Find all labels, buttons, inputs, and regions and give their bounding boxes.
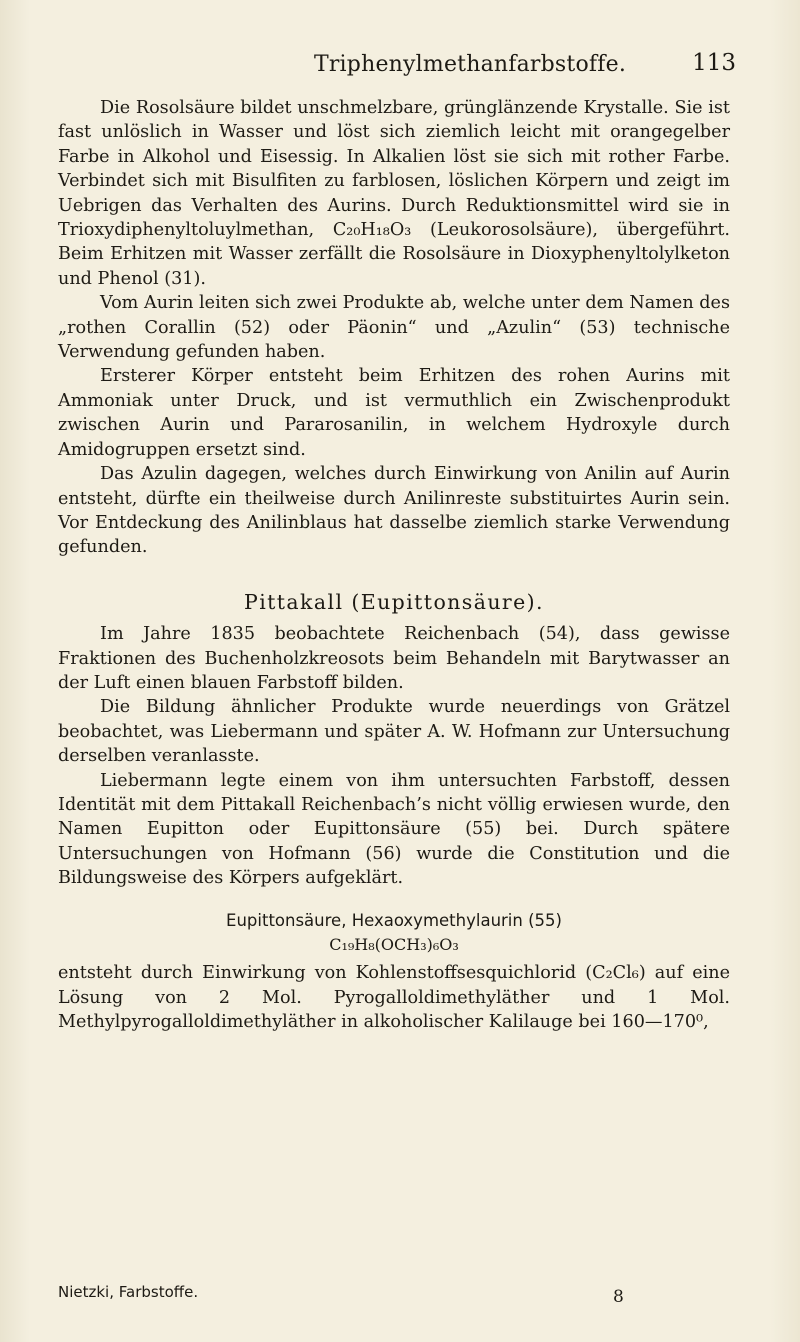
paragraph-graetzel: Die Bildung ähnlicher Produkte wurde neuerdings von Grätzel beobachtet, was Liebermann und später A. W. Hofmann zur Untersuchung derselben veranlasste. <box>58 697 730 767</box>
page-footer <box>58 1283 730 1307</box>
footer-author: Nietzki, Farbstoffe. <box>58 1283 199 1301</box>
paragraph-reichenbach: Im Jahre 1835 beobachtete Reichenbach (54), dass gewisse Fraktionen des Buchenholzkreosots beim Behandeln mit Barytwasser an der Luft einen blauen Farbstoff bilden. <box>58 624 730 693</box>
paragraph-corallin: Ersterer Körper entsteht beim Erhitzen des rohen Aurins mit Ammoniak unter Druck, und ist vermuthlich ein Zwischenprodukt zwischen Aurin und Pararosanilin, in welchem Hydroxyle durch Amidogruppen ersetzt sind. <box>58 366 730 460</box>
paragraph-rosolsaeure: Die Rosolsäure bildet unschmelzbare, grünglänzende Krystalle. Sie ist fast unlöslich in Wasser und löst sich ziemlich leicht mit orangegelber Farbe in Alkohol und Eisessig. In Alkalien löst sie sich mit rother Farbe. Verbindet sich mit Bisulfiten zu farblosen, löslichen Körpern und zeigt im Uebrigen das Verhalten des Aurins. Durch Reduktionsmittel wird sie in Trioxydiphenyltoluylmethan, C₂₀H₁₈O₃ (Leukorosolsäure), übergeführt. Beim Erhitzen mit Wasser zerfällt die Rosolsäure in Dioxyphenyltolylketon und Phenol (31). <box>58 98 730 289</box>
section-heading: Pittakall (Eupittonsäure). <box>244 589 544 614</box>
paragraph-azulin: Das Azulin dagegen, welches durch Einwirkung von Anilin auf Aurin entsteht, dürfte ein theilweise durch Anilinreste substituirtes Aurin sein. Vor Entdeckung des Anilinblaus hat dasselbe ziemlich starke Verwendung gefunden. <box>58 464 730 558</box>
page-body <box>58 96 730 1035</box>
running-header: Triphenylmethanfarbstoffe. <box>313 52 627 77</box>
paragraph-aurin-produkte: Vom Aurin leiten sich zwei Produkte ab, welche unter dem Namen des „rothen Corallin (52) oder Päonin“ und „Azulin“ (53) technische Verwendung gefunden haben. <box>58 293 730 363</box>
sheet-signature: 8 <box>613 1287 624 1307</box>
paragraph-liebermann: Liebermann legte einem von ihm untersuchten Farbstoff, dessen Identität mit dem Pittakall Reichenbach’s nicht völlig erwiesen wurde, den Namen Eupitton oder Eupittonsäure (55) bei. Durch spätere Untersuchungen von Hofmann (56) wurde die Constitution und die Bildungsweise des Körpers aufgeklärt. <box>58 770 730 889</box>
page-number: 113 <box>692 50 736 76</box>
chemical-formula: C₁₉H₈(OCH₃)₆O₃ <box>329 935 459 954</box>
paragraph-synthesis: entsteht durch Einwirkung von Kohlenstoffsesquichlorid (C₂Cl₆) auf eine Lösung von 2 Mol. Pyrogalloldimethyläther und 1 Mol. Methylpyrogalloldimethyläther in alkoholischer Kalilauge bei 160—170⁰, <box>58 963 730 1033</box>
formula-heading: Eupittonsäure, Hexaoxymethylaurin (55) <box>226 910 562 930</box>
